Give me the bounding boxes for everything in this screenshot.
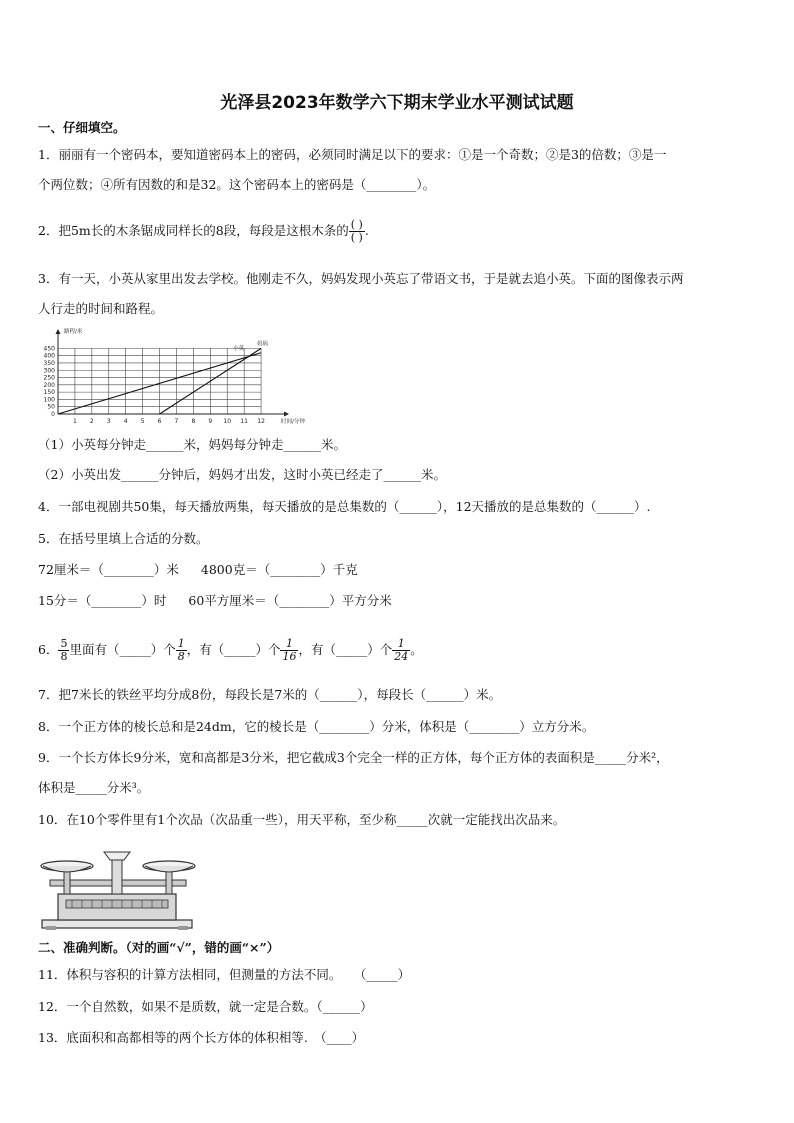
x-tick-label: 4 [123, 418, 128, 425]
section-heading-fill: 一、仔细填空。 [38, 120, 126, 135]
q2-fraction [349, 219, 365, 244]
q9-line2: 体积是_____分米³。 [38, 780, 150, 795]
q2-text: 2．把5m长的木条锯成同样长的8段，每段是这根木条的 [38, 223, 349, 238]
x-tick-label: 2 [89, 418, 94, 425]
y-tick-label: 100 [43, 396, 55, 404]
q1-line1: 1．丽丽有一个密码本，要知道密码本上的密码，必须同时满足以下的要求：①是一个奇数；②是3的倍数；③是一 [38, 147, 667, 162]
q5-row2 [38, 593, 392, 609]
x-tick-label: 10 [223, 418, 232, 425]
q3-sub2: （2）小英出发______分钟后，妈妈才出发，这时小英已经走了______米。 [38, 467, 446, 482]
q2-frac-num: ( ) [350, 218, 363, 231]
q6-part3: ，有（_____）个 [298, 642, 393, 657]
q6-fraction-main: $\frac{5}{8}$ [60, 637, 68, 663]
y-tick-label: 400 [43, 352, 55, 360]
x-tick-label: 9 [208, 418, 213, 425]
q3-line2: 人行走的时间和路程。 [38, 301, 164, 316]
q5-row1 [38, 562, 358, 578]
y-tick-label: 350 [43, 359, 55, 367]
q6-prefix: 6． [38, 642, 59, 657]
q10: 10．在10个零件里有1个次品（次品重一些），用天平称，至少称_____次就一定能找出次品来。 [38, 812, 566, 827]
q5-row1b: 4800克＝（________）千克 [200, 562, 358, 577]
q5-row2a: 15分＝（________）时 [38, 593, 167, 608]
q4: 4．一部电视剧共50集，每天播放两集，每天播放的是总集数的（______），12天播放的是总集数的（______）. [38, 499, 651, 514]
distance-time-chart [30, 326, 305, 430]
q9-line1: 9．一个长方体长9分米，宽和高都是3分米，把它截成3个完全一样的正方体，每个正方体的表面积是_____分米²， [38, 750, 669, 765]
series-label-0: 小英 [233, 345, 245, 352]
x-tick-label: 6 [157, 418, 162, 425]
q5-row1a: 72厘米＝（________）米 [38, 562, 179, 577]
q6-fraction-1: $\frac{1}{8}$ [177, 637, 185, 663]
x-tick-label: 8 [191, 418, 196, 425]
q6 [38, 636, 423, 664]
balance-scale-illustration [38, 842, 198, 932]
y-tick-label: 150 [43, 389, 55, 397]
q1-line2: 个两位数；④所有因数的和是32。这个密码本上的密码是（________）。 [38, 177, 436, 192]
q13: 13．底面积和高都相等的两个长方体的体积相等. （____） [38, 1030, 365, 1045]
q5-row2b: 60平方厘米＝（________）平方分米 [188, 593, 392, 608]
section-heading-judge: 二、准确判断。（对的画“√”，错的画“×”） [38, 940, 280, 955]
q6-end: 。 [410, 642, 423, 657]
q11: 11．体积与容积的计算方法相同，但测量的方法不同。 （_____） [38, 967, 411, 982]
q3-line1: 3．有一天，小英从家里出发去学校。他刚走不久，妈妈发现小英忘了带语文书，于是就去追小英。下面的图像表示两 [38, 271, 684, 286]
x-tick-label: 11 [240, 418, 248, 425]
q6-part2: ，有（_____）个 [186, 642, 281, 657]
q5-intro: 5．在括号里填上合适的分数。 [38, 531, 209, 546]
y-axis-arrow [56, 329, 61, 334]
q6-fraction-3: $\frac{1}{24}$ [394, 637, 409, 663]
y-tick-label: 250 [43, 374, 55, 382]
q7: 7．把7米长的铁丝平均分成8份，每段长是7米的（______），每段长（______）米。 [38, 687, 502, 702]
q12: 12．一个自然数，如果不是质数，就一定是合数。（______） [38, 999, 373, 1014]
x-tick-label: 3 [106, 418, 111, 425]
q6-fraction-2: $\frac{1}{16}$ [282, 637, 297, 663]
q2-end: . [364, 223, 369, 238]
x-tick-label: 7 [174, 418, 179, 425]
y-tick-label: 0 [51, 411, 55, 418]
q8: 8．一个正方体的棱长总和是24dm，它的棱长是（________）分米，体积是（________）立方分米。 [38, 719, 595, 734]
series-label-1: 妈妈 [257, 341, 269, 348]
x-axis-label: 时间/分钟 [281, 419, 305, 425]
x-axis-arrow [284, 412, 289, 417]
q2 [38, 216, 369, 246]
q2-frac-den: ( ) [350, 231, 363, 244]
y-tick-label: 450 [43, 345, 55, 353]
x-tick-label: 1 [73, 418, 77, 425]
y-axis-label: 路程/米 [64, 329, 83, 335]
q6-part1: 里面有（_____）个 [69, 642, 176, 657]
x-tick-label: 12 [257, 418, 265, 425]
q3-sub1: （1）小英每分钟走______米，妈妈每分钟走______米。 [38, 437, 346, 452]
y-tick-label: 50 [47, 403, 55, 411]
y-tick-label: 200 [43, 381, 55, 389]
y-tick-label: 300 [43, 367, 55, 375]
page-title: 光泽县2023年数学六下期末学业水平测试试题 [220, 93, 574, 113]
x-tick-label: 5 [140, 418, 145, 425]
